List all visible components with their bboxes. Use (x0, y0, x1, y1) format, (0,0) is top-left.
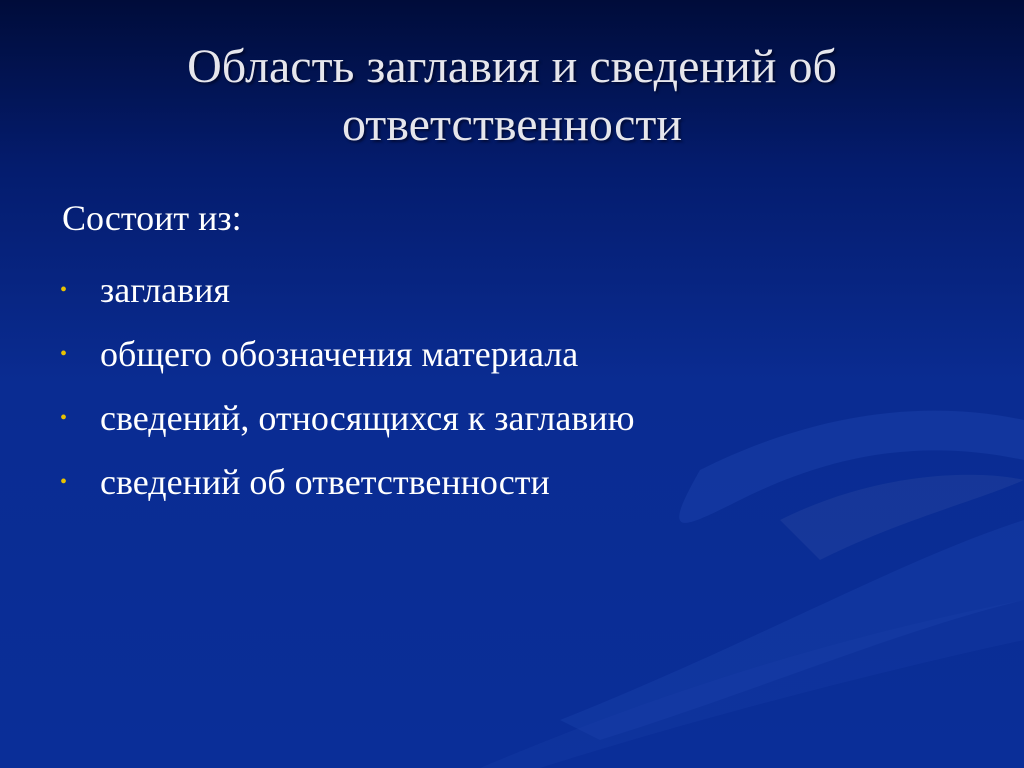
list-item (60, 394, 635, 458)
bullet-icon: • (60, 471, 68, 493)
list-item-text: заглавия (100, 270, 230, 310)
bullet-list (60, 266, 635, 522)
list-item-text: сведений об ответственности (100, 462, 550, 502)
list-item-text: сведений, относящихся к заглавию (100, 398, 635, 438)
bullet-icon: • (60, 279, 68, 301)
list-item (60, 458, 635, 522)
list-item (60, 330, 635, 394)
slide-title: Область заглавия и сведений об ответственности (187, 40, 837, 151)
list-item-text: общего обозначения материала (100, 334, 579, 374)
bullet-icon: • (60, 343, 68, 365)
intro-text: Состоит из: (62, 198, 242, 238)
list-item (60, 266, 635, 330)
bullet-icon: • (60, 407, 68, 429)
